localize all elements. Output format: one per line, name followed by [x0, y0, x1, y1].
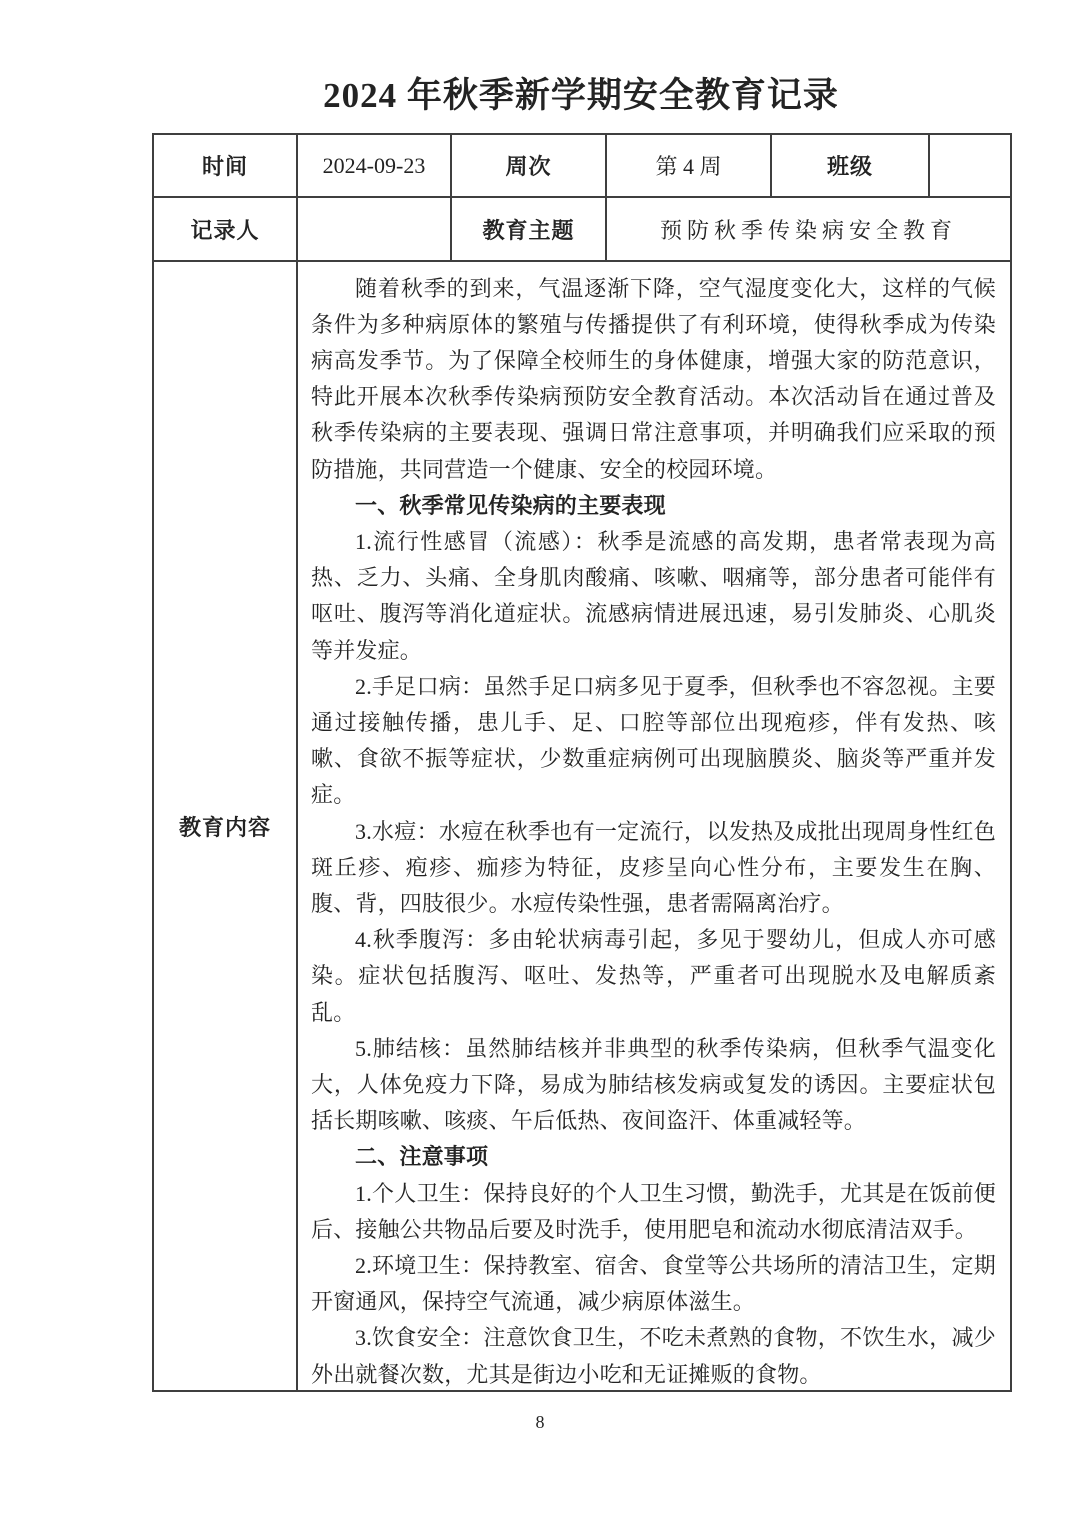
week-label-cell: 周次: [451, 134, 606, 197]
content-paragraph: 3.饮食安全：注意饮食卫生，不吃未煮熟的食物，不饮生水，减少外出就餐次数，尤其是街边小吃和无证摊贩的食物。: [311, 1325, 996, 1387]
table-row-content: [153, 261, 1011, 1391]
content-paragraph: 2.环境卫生：保持教室、宿舍、食堂等公共场所的清洁卫生，定期开窗通风，保持空气流通，减少病原体滋生。: [311, 1252, 996, 1315]
content-cell: [297, 261, 1011, 1391]
content-paragraph: 1.个人卫生：保持良好的个人卫生习惯，勤洗手，尤其是在饭前便后、接触公共物品后要及时洗手，使用肥皂和流动水彻底清洁双手。: [311, 1180, 996, 1242]
content-paragraph: 二、注意事项: [355, 1144, 489, 1170]
content-paragraph: 2.手足口病：虽然手足口病多见于夏季，但秋季也不容忽视。主要通过接触传播，患儿手、足、口腔等部位出现疱疹，伴有发热、咳嗽、食欲不振等症状，少数重症病例可出现脑膜炎、脑炎等严重并发症。: [311, 673, 996, 808]
week-value-cell: 第 4 周: [606, 134, 771, 197]
content-paragraph: 一、秋季常见传染病的主要表现: [355, 492, 666, 518]
recorder-value-cell: [297, 197, 451, 261]
content-paragraph: 4.秋季腹泻：多由轮状病毒引起，多见于婴幼儿，但成人亦可感染。症状包括腹泻、呕吐、发热等，严重者可出现脱水及电解质紊乱。: [311, 927, 996, 1025]
class-value-cell: [929, 134, 1011, 197]
content-label-cell: 教育内容: [153, 261, 297, 1391]
content-paragraph: 1.流行性感冒（流感）：秋季是流感的高发期，患者常表现为高热、乏力、头痛、全身肌肉酸痛、咳嗽、咽痛等，部分患者可能伴有呕吐、腹泻等消化道症状。流感病情进展迅速，易引发肺炎、心肌炎等并发症。: [311, 528, 996, 663]
class-label-cell: 班级: [771, 134, 929, 197]
content-paragraph: 3.水痘：水痘在秋季也有一定流行，以发热及成批出现周身性红色斑丘疹、疱疹、痂疹为特征，皮疹呈向心性分布，主要发生在胸、腹、背，四肢很少。水痘传染性强，患者需隔离治疗。: [311, 818, 996, 916]
time-label-cell: 时间: [153, 134, 297, 197]
content-body: [311, 271, 996, 1389]
table-row-meta-1: [153, 134, 1011, 197]
education-record-table: [152, 133, 1012, 1392]
topic-value-cell: 预防秋季传染病安全教育: [606, 197, 1011, 261]
topic-label-cell: 教育主题: [451, 197, 606, 261]
content-paragraph: 随着秋季的到来，气温逐渐下降，空气湿度变化大，这样的气候条件为多种病原体的繁殖与传播提供了有利环境，使得秋季成为传染病高发季节。为了保障全校师生的身体健康，增强大家的防范意识，特此开展本次秋季传染病预防安全教育活动。本次活动旨在通过普及秋季传染病的主要表现、强调日常注意事项，并明确我们应采取的预防措施，共同营造一个健康、安全的校园环境。: [311, 275, 996, 482]
page-title: 2024 年秋季新学期安全教育记录: [323, 76, 839, 115]
content-paragraph: 5.肺结核：虽然肺结核并非典型的秋季传染病，但秋季气温变化大，人体免疫力下降，易成为肺结核发病或复发的诱因。主要症状包括长期咳嗽、咳痰、午后低热、夜间盗汗、体重减轻等。: [311, 1035, 996, 1134]
time-value-cell: 2024-09-23: [297, 134, 451, 197]
table-row-meta-2: [153, 197, 1011, 261]
page-number: 8: [535, 1412, 545, 1432]
recorder-label-cell: 记录人: [153, 197, 297, 261]
